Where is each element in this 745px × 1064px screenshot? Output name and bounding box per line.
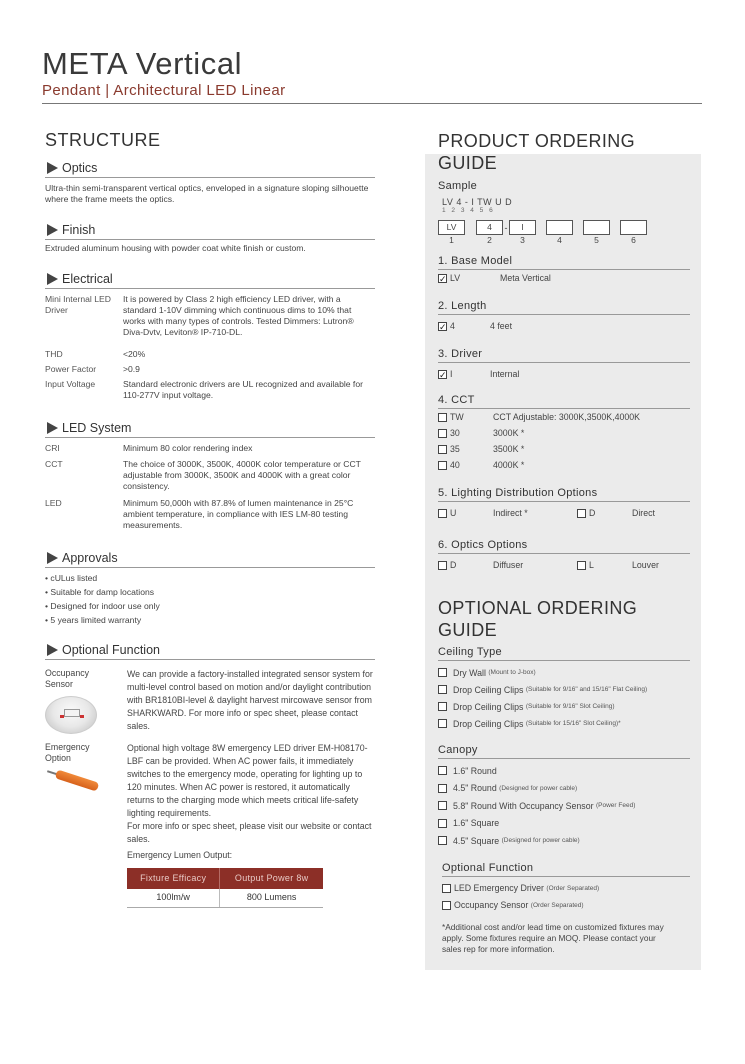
code-box-numbers: 1 2 3 4 5 6	[449, 235, 636, 245]
cct-option[interactable]: 35 3500K *	[438, 441, 690, 457]
sample-code-positions: 1 2 3 4 5 6	[442, 207, 495, 214]
checkbox[interactable]	[442, 901, 451, 910]
code-box: LV	[438, 220, 465, 235]
checkbox[interactable]	[438, 445, 447, 454]
occupancy-label: Occupancy Sensor	[45, 668, 90, 689]
driver-section	[438, 348, 690, 382]
optics-section	[45, 161, 375, 205]
checkbox-checked[interactable]	[438, 370, 447, 379]
code-box: I	[509, 220, 536, 235]
structure-column	[45, 130, 375, 908]
electrical-section	[45, 272, 375, 401]
code-box	[620, 220, 647, 235]
table-header: Fixture Efficacy	[127, 868, 220, 889]
header-divider	[42, 103, 702, 104]
function-option[interactable]: Occupancy Sensor (Order Separated)	[442, 897, 690, 914]
optics-options: D Diffuser L Louver	[438, 557, 690, 573]
cct-section	[438, 394, 690, 473]
checkbox[interactable]	[577, 509, 586, 518]
approvals-list	[45, 571, 375, 627]
emergency-driver-image	[45, 768, 109, 798]
approvals-subheading: Approvals	[45, 551, 375, 568]
code-box: 4	[476, 220, 503, 235]
code-separator: -	[504, 222, 508, 233]
code-boxes	[438, 220, 690, 235]
canopy-section	[438, 744, 690, 850]
checkbox[interactable]	[438, 461, 447, 470]
occupancy-sensor-row	[45, 668, 375, 734]
occupancy-sensor-image	[45, 696, 97, 734]
distribution-title: 5. Lighting Distribution Options	[438, 487, 690, 502]
base-model-title: 1. Base Model	[438, 255, 690, 270]
base-model-option[interactable]: ✓ LV Meta Vertical	[438, 270, 690, 286]
list-item: • Designed for indoor use only	[45, 601, 160, 611]
electrical-subheading: Electrical	[45, 272, 375, 289]
checkbox[interactable]	[438, 413, 447, 422]
optional-function-subheading: Optional Function	[45, 643, 375, 660]
emergency-text: Optional high voltage 8W emergency LED driver EM-H08170-LBF can be provided. When AC power fails, it immediately switches to the emergency mode, operating for lighting up to 120 minutes. When AC power is restored, it automatically returns to the charging mode which meets critical life-safety lighting requirements.	[127, 743, 368, 818]
checkbox[interactable]	[438, 429, 447, 438]
checkbox[interactable]	[442, 884, 451, 893]
cct-title: 4. CCT	[438, 394, 690, 409]
triangle-bullet-icon	[47, 273, 58, 285]
led-system-section	[45, 421, 375, 531]
electrical-row: Power Factor >0.9	[45, 364, 140, 374]
structure-heading: STRUCTURE	[45, 130, 161, 150]
checkbox[interactable]	[438, 801, 447, 810]
checkbox[interactable]	[438, 702, 447, 711]
cct-option[interactable]: 30 3000K *	[438, 425, 690, 441]
triangle-bullet-icon	[47, 224, 58, 236]
table-cell: 800 Lumens	[220, 889, 323, 907]
list-item: • Suitable for damp locations	[45, 587, 155, 597]
page-header	[42, 46, 702, 100]
triangle-bullet-icon	[47, 644, 58, 656]
canopy-option[interactable]: 4.5" Square (Designed for power cable)	[438, 832, 690, 850]
ceiling-option[interactable]: Drop Ceiling Clips (Suitable for 15/16" Slot Ceiling) *	[438, 715, 690, 732]
checkbox[interactable]	[438, 766, 447, 775]
optics-text: Ultra-thin semi-transparent vertical optics, enveloped in a signature sloping silhouette where the frame meets the optics.	[45, 183, 369, 204]
checkbox-checked[interactable]	[438, 274, 447, 283]
checkbox[interactable]	[438, 561, 447, 570]
ordering-heading: PRODUCT ORDERING GUIDE	[438, 131, 636, 173]
optional-function-section	[45, 643, 375, 908]
table-header: Output Power 8w	[220, 868, 323, 889]
triangle-bullet-icon	[47, 422, 58, 434]
ceiling-option[interactable]: Dry Wall (Mount to J-box)	[438, 664, 690, 681]
finish-subheading: Finish	[45, 223, 375, 240]
checkbox[interactable]	[577, 561, 586, 570]
page-subtitle: Pendant | Architectural LED Linear	[42, 82, 286, 99]
led-system-subheading: LED System	[45, 421, 375, 438]
checkbox-checked[interactable]	[438, 322, 447, 331]
list-item: • cULus listed	[45, 573, 98, 583]
page-title: META Vertical	[42, 46, 243, 81]
sample-section	[438, 180, 690, 245]
code-box	[546, 220, 573, 235]
optional-function-title: Optional Function	[442, 862, 690, 877]
sample-code: LV 4 - I TW U D	[442, 197, 513, 207]
checkbox[interactable]	[438, 685, 447, 694]
checkbox[interactable]	[438, 719, 447, 728]
canopy-option[interactable]: 1.6" Round	[438, 762, 690, 780]
checkbox[interactable]	[438, 509, 447, 518]
ordering-column	[438, 130, 690, 955]
emergency-label: Emergency Option	[45, 742, 90, 763]
triangle-bullet-icon	[47, 162, 58, 174]
function-option[interactable]: LED Emergency Driver (Order Separated)	[442, 880, 690, 897]
canopy-option[interactable]: 1.6" Square	[438, 815, 690, 833]
checkbox[interactable]	[438, 668, 447, 677]
base-model-section	[438, 255, 690, 286]
table-row	[127, 889, 323, 907]
optional-ordering-heading: OPTIONAL ORDERING GUIDE	[438, 598, 638, 640]
ceiling-option[interactable]: Drop Ceiling Clips (Suitable for 9/16" and 15/16" Flat Ceiling)	[438, 681, 690, 698]
approvals-section	[45, 551, 375, 627]
occupancy-text: We can provide a factory-installed integrated sensor system for multi-level control based on motion and/or daylight contribution with BR1810BI-level & daylight harvest mircowave sensor from SHARKWARD. For more info or spec sheet, please contact sales.	[127, 669, 373, 731]
ceiling-type-title: Ceiling Type	[438, 646, 690, 661]
optics-subheading: Optics	[45, 161, 375, 178]
optional-function-ordering-section	[438, 862, 690, 914]
distribution-section	[438, 487, 690, 521]
emergency-lumen-table	[127, 868, 323, 908]
electrical-row: THD <20%	[45, 349, 146, 359]
checkbox[interactable]	[438, 836, 447, 845]
driver-title: 3. Driver	[438, 348, 690, 363]
sample-label: Sample	[438, 180, 478, 192]
cct-option[interactable]: TW CCT Adjustable: 3000K,3500K,4000K	[438, 409, 690, 425]
length-title: 2. Length	[438, 300, 690, 315]
ceiling-option[interactable]: Drop Ceiling Clips (Suitable for 9/16" Slot Ceiling)	[438, 698, 690, 715]
finish-text: Extruded aluminum housing with powder coat white finish or custom.	[45, 243, 306, 253]
length-option[interactable]: ✓ 4 4 feet	[438, 318, 690, 334]
code-box	[583, 220, 610, 235]
canopy-option[interactable]: 5.8" Round With Occupancy Sensor (Power Feed)	[438, 797, 690, 815]
distribution-options: U Indirect * D Direct	[438, 505, 690, 521]
checkbox[interactable]	[438, 819, 447, 828]
checkbox[interactable]	[438, 784, 447, 793]
ceiling-type-section	[438, 646, 690, 732]
emergency-option-row	[45, 742, 375, 908]
canopy-option[interactable]: 4.5" Round (Designed for power cable)	[438, 780, 690, 798]
optics-options-section	[438, 539, 690, 573]
electrical-row: Input Voltage Standard electronic drivers are UL recognized and available for 110-277V input voltage.	[45, 379, 363, 400]
cct-option[interactable]: 40 4000K *	[438, 457, 690, 473]
emergency-text-contact: For more info or spec sheet, please visit our website or contact sales.	[127, 821, 372, 844]
electrical-row: Mini Internal LED Driver It is powered by Class 2 high efficiency LED driver, with a standard 1-10V dimming which continuous dims to 10% that works with many types of controls. Tested Dimmers: Lutron® Diva-Dvtv, Leviton® IP-710-DL.	[45, 294, 354, 337]
optics-options-title: 6. Optics Options	[438, 539, 690, 554]
led-row: LED Minimum 50,000h with 87.8% of lumen maintenance in 25°C ambient temperature, in compliance with IES LM-80 testing measurements.	[45, 498, 354, 530]
footnote: *Additional cost and/or lead time on customized fixtures may apply. Some fixtures require an MOQ. Please contact your sales rep for more information.	[442, 921, 664, 954]
emergency-lumen-title: Emergency Lumen Output:	[127, 850, 233, 860]
led-row: CRI Minimum 80 color rendering index	[45, 443, 253, 453]
list-item: • 5 years limited warranty	[45, 615, 142, 625]
finish-section	[45, 223, 375, 254]
driver-option[interactable]: ✓ I Internal	[438, 366, 690, 382]
canopy-title: Canopy	[438, 744, 690, 759]
table-cell: 100lm/w	[127, 889, 220, 907]
length-section	[438, 300, 690, 334]
triangle-bullet-icon	[47, 552, 58, 564]
led-row: CCT The choice of 3000K, 3500K, 4000K color temperature or CCT adjustable from 3000K, 3500K and 4000K with a great color consistency.	[45, 459, 361, 491]
